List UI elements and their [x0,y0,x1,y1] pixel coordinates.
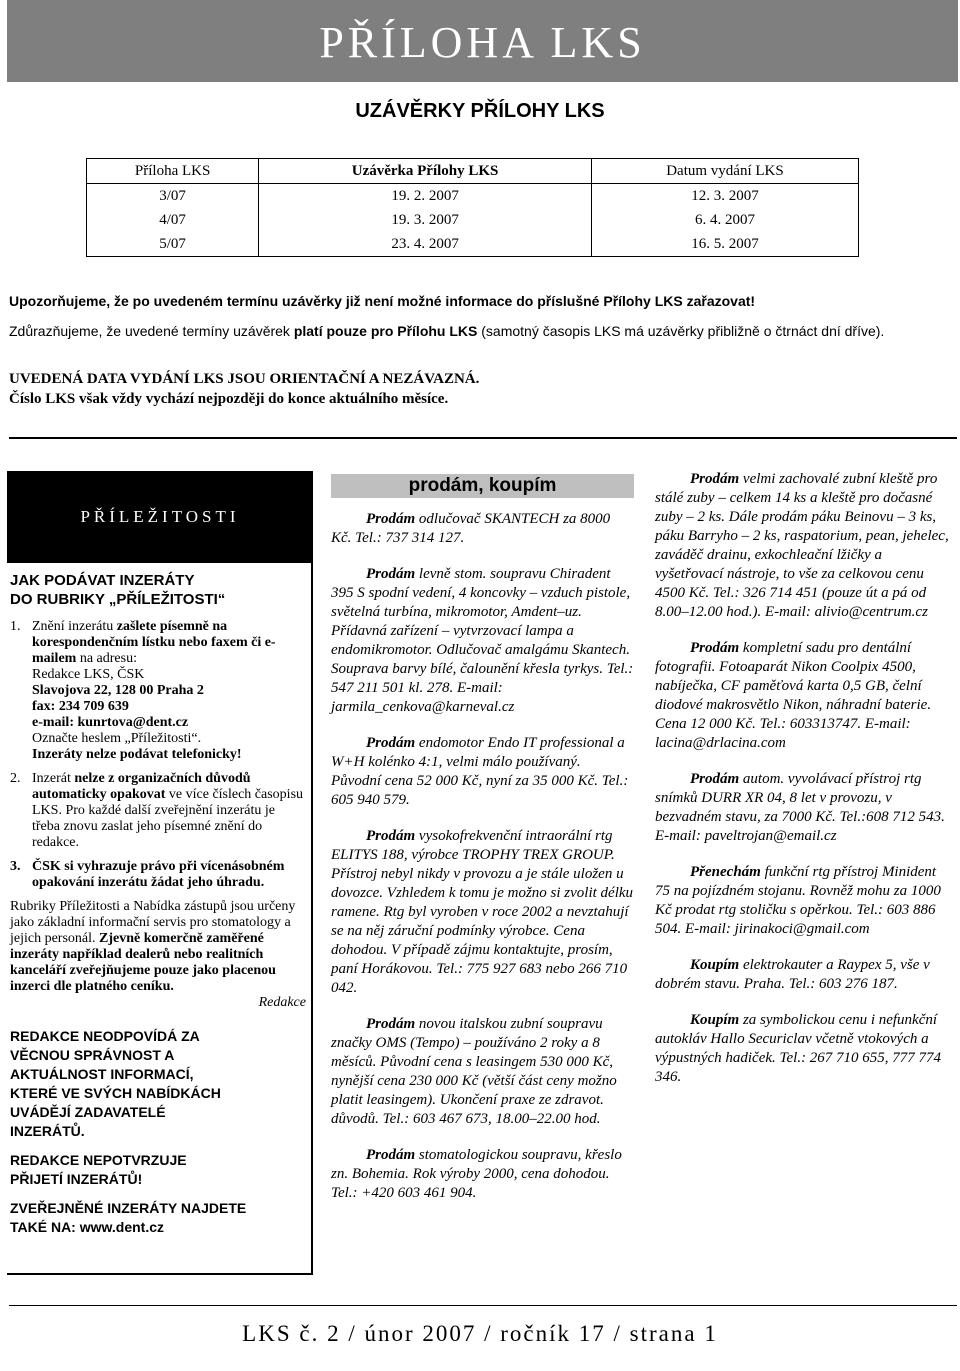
instructions-heading-line2: DO RUBRIKY „PŘÍLEŽITOSTI“ [10,591,226,608]
ad-item [655,1011,951,1087]
text-part: nelze z organizačních důvodů automaticky opakovat [32,771,251,802]
deadline-note-b: platí pouze pro Přílohu LKS [293,323,478,339]
deadline-note-c: (samotný časopis LKS má uzávěrky přibližně o čtrnáct dní dříve). [477,323,885,339]
address-line: Redakce LKS, ČSK [32,667,145,682]
table-cell: 12. 3. 2007 [591,184,858,209]
ad-text: autom. vyvolávací přístroj rtg snímků DURR XR 04, 8 let v provozu, v bezvadném stavu, za 7000 Kč. Tel.:608 712 543. E-mail: paveltrojan@email.cz [655,771,945,844]
list-item [10,619,306,763]
text-part: Rubriky Příležitosti a Nabídka zástupů jsou určeny jako základní informační servis pro stomatology a jejich personál. [10,899,296,946]
list-number: 1. [10,619,21,634]
ad-keyword: Koupím [690,1012,740,1028]
ad-keyword: Prodám [366,566,416,582]
page-footer: LKS č. 2 / únor 2007 / ročník 17 / strana 1 [242,1321,718,1346]
ad-text: novou italskou zubní soupravu značky OMS (Tempo) – používáno 2 roky a 8 měsíců. Původní cena s leasingem 530 000 Kč, nynější cena 230 000 Kč (větší část ceny možno platit leasingem). Ukončení praxe ze zdravot. důvodů. Tel.: 603 467 673, 18.00–22.00 hod. [331,1016,617,1127]
no-phone-notice: Inzeráty nelze podávat telefonicky! [32,747,242,762]
dates-disclaimer-line2: Číslo LKS však vždy vychází nejpozději do konce aktuálního měsíce. [9,391,449,407]
table-cell: 19. 2. 2007 [259,184,592,209]
text-part: na adresu: [76,651,137,666]
list-text [32,771,306,851]
ad-item [655,639,951,753]
ad-item [331,827,634,998]
ad-keyword: Prodám [690,471,740,487]
instructions-heading [10,571,306,609]
table-header: Uzávěrka Přílohy LKS [259,159,592,184]
ads-column-right [655,470,951,1104]
section-title: UZÁVĚRKY PŘÍLOHY LKS [355,100,605,122]
ad-keyword: Prodám [366,828,416,844]
deadline-note-a: Zdůrazňujeme, že uvedené termíny uzávěrek [9,323,294,339]
table-cell: 23. 4. 2007 [259,232,592,257]
instructions-content [10,571,306,1237]
list-item [10,859,306,891]
list-text: ČSK si vyhrazuje právo při vícenásobném opakování inzerátu žádat jeho úhradu. [32,859,285,890]
table-row [87,184,859,209]
instructions-box [7,563,313,1275]
address-line: Slavojova 22, 128 00 Praha 2 [32,683,204,698]
list-number: 2. [10,771,21,786]
section-heading: prodám, koupím [331,474,634,498]
text-part: Znění inzerátu [32,619,117,634]
deadlines-table [86,158,859,257]
dates-disclaimer [9,369,949,409]
dates-disclaimer-line1: UVEDENÁ DATA VYDÁNÍ LKS JSOU ORIENTAČNÍ A NEZÁVAZNÁ. [9,371,480,387]
ad-item [655,956,951,994]
ad-item [655,470,951,622]
ad-keyword: Prodám [366,1016,416,1032]
list-text [32,619,306,763]
table-cell: 4/07 [87,208,259,232]
divider [9,437,957,439]
ad-item [331,510,634,548]
ad-text: funkční rtg přístroj Minident 75 na pojízdném stojanu. Rovněž mohu za 1000 Kč prodat rtg stoličku s opěrkou. Tel.: 603 886 504. E-mail: jirinakoci@gmail.com [655,864,941,937]
instructions-heading-line1: JAK PODÁVAT INZERÁTY [10,572,195,589]
text-part: Inzerát [32,771,75,786]
ad-text: elektrokauter a Raypex 5, vše v dobrém stavu. Praha. Tel.: 603 276 187. [655,957,930,992]
footer-divider [9,1305,957,1306]
ad-keyword: Prodám [366,511,416,527]
ad-keyword: Prodám [366,1147,416,1163]
ad-item [331,1015,634,1129]
website-notice: ZVEŘEJNĚNÉ INZERÁTY NAJDETE TAKÉ NA: www.dent.cz [10,1200,247,1235]
ad-text: vysokofrekvenční intraorální rtg ELITYS 188, výrobce TROPHY TREX GROUP. Přístroj nebyl nikdy v provozu a je stále uložen u dovozce. Vzhledem k tomu je možno si zvolit délku ramene. Rtg byl vyroben v roce 2002 a nevztahují se na něj záruční podmínky výrobce. Cena dohodou. V případě zájmu kontaktujte, prosím, paní Horákovou. Tel.: 775 927 683 nebo 266 710 042. [331,828,634,996]
ad-text: za symbolickou cenu i nefunkční autokláv Hallo Securiclav včetně vtokových a výpustných hadiček. Tel.: 267 710 655, 777 774 346. [655,1012,942,1085]
ad-keyword: Prodám [366,735,416,751]
list-number: 3. [10,859,21,874]
disclaimer-warning: REDAKCE NEODPOVÍDÁ ZA VĚCNOU SPRÁVNOST A AKTUÁLNOST INFORMACÍ, KTERÉ VE SVÝCH NABÍDKÁCH UVÁDĚJÍ ZADAVATELÉ INZERÁTŮ. [10,1028,221,1139]
ads-column-middle [331,510,634,1220]
ad-item [655,863,951,939]
ad-item [655,770,951,846]
tag-instruction: Označte heslem „Příležitosti“. [32,731,202,746]
fax-number: fax: 234 709 639 [32,699,129,714]
ad-keyword: Přenechám [690,864,761,880]
opportunities-box-title: PŘÍLEŽITOSTI [7,471,313,563]
ad-keyword: Prodám [690,771,740,787]
table-header: Datum vydání LKS [591,159,858,184]
table-cell: 19. 3. 2007 [259,208,592,232]
rubric-paragraph [10,899,306,995]
deadline-note [9,320,949,342]
ad-text: levně stom. soupravu Chiradent 395 S spodní vedení, 4 koncovky – vzduch pistole, světelná turbína, mikromotor, Amdent–uz. Přídavná zařízení – vytvrzovací lampa a endomikromotor. Odlučovač amalgámu Skantech. Souprava barvy bílé, čalounění křesla tyrkys. Tel.: 547 211 501 kl. 278. E-mail: jarmila_cenkova@karneval.cz [331,566,634,715]
deadline-warning: Upozorňujeme, že po uvedeném termínu uzávěrky již není možné informace do příslušné Přílohy LKS zařazovat! [9,293,756,309]
ad-text: endomotor Endo IT professional a W+H kolénko 4:1, velmi málo používaný. Původní cena 52 000 Kč, nyní za 35 000 Kč. Tel.: 605 940 579. [331,735,629,808]
text-part: ve více číslech časopisu LKS. Pro každé další zveřejnění inzerátu je třeba znovu zaslat jeho písemné znění do redakce. [32,787,304,850]
table-cell: 3/07 [87,184,259,209]
ad-text: stomatologickou soupravu, křeslo zn. Bohemia. Rok výroby 2000, cena dohodou. Tel.: +420 603 461 904. [331,1147,622,1201]
ad-text: velmi zachovalé zubní kleště pro stálé zuby – celkem 14 ks a kleště pro dočasné zuby – 2 ks. Dále prodám páku Beinovu – 3 ks, páku Barryho – 2 ks, raspatorium, pean, jehelec, zaváděč drainu, exkochleační lžičky a vyšetřovací nástroje, to vše za celkovou cenu 4500 Kč. Tel.: 326 714 451 (pouze út a pá od 8.00–12.00 hod.). E-mail: alivio@centrum.cz [655,471,949,620]
ad-text: odlučovač SKANTECH za 8000 Kč. Tel.: 737 314 127. [331,511,611,546]
text-part: zašlete písemně na korespondenčním lístku nebo faxem či e-mailem [32,619,276,666]
table-cell: 16. 5. 2007 [591,232,858,257]
table-header-row [87,159,859,184]
ad-item [331,1146,634,1203]
page-banner: PŘÍLOHA LKS [7,0,958,82]
table-row [87,208,859,232]
signature: Redakce [258,995,306,1010]
ad-text: kompletní sadu pro dentální fotografii. Fotoaparát Nikon Coolpix 4500, nabíječka, CF paměťová karta 0,5 GB, čelní diodové makrosvětlo Nikon, náhradní baterie. Cena 12 000 Kč. Tel.: 603313747. E-mail: lacina@drlacina.com [655,640,932,751]
no-confirmation-warning: REDAKCE NEPOTVRZUJE PŘIJETÍ INZERÁTŮ! [10,1152,187,1187]
ad-item [331,565,634,717]
list-item [10,771,306,851]
email-address: e-mail: kunrtova@dent.cz [32,715,189,730]
text-part: Zjevně komerčně zaměřené inzeráty například dealerů nebo realitních kanceláří zveřejňujeme pouze jako placenou inzerci dle platného ceníku. [10,931,276,994]
ad-keyword: Prodám [690,640,740,656]
table-cell: 5/07 [87,232,259,257]
table-row [87,232,859,257]
table-header: Příloha LKS [87,159,259,184]
table-cell: 6. 4. 2007 [591,208,858,232]
ad-keyword: Koupím [690,957,740,973]
ad-item [331,734,634,810]
